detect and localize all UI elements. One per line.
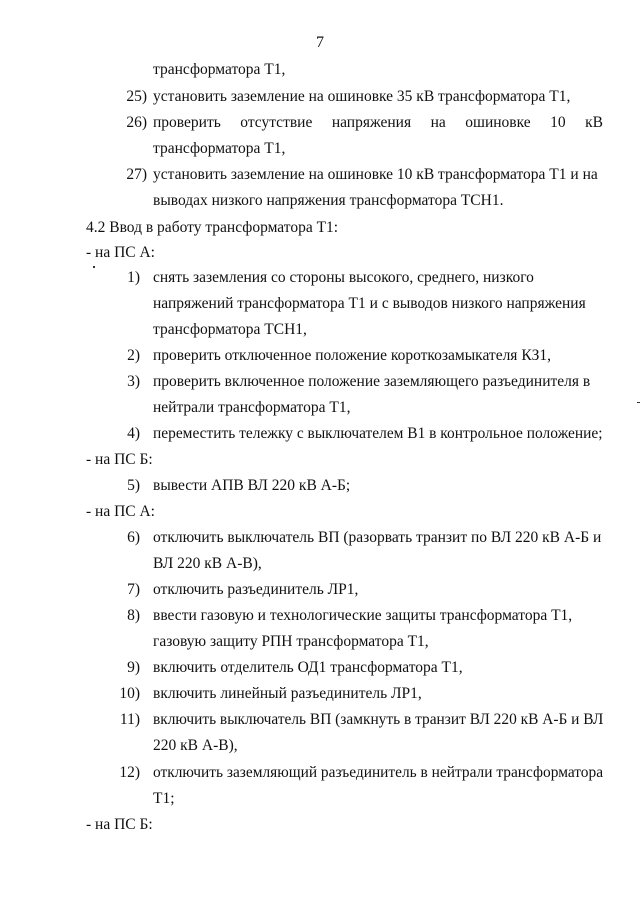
item-number: 25) — [126, 88, 147, 105]
item-text: трансформатора ТСН1, — [153, 321, 307, 338]
item-text: нейтрали трансформатора Т1, — [153, 399, 351, 416]
item-text: проверить отключенное положение короткозамыкателя КЗ1, — [153, 347, 552, 364]
item-text — [153, 113, 603, 133]
item-number: 8) — [127, 607, 140, 624]
item-number: 9) — [127, 659, 140, 676]
item-number: 26) — [126, 114, 147, 131]
item-text: ВЛ 220 кВ А-В), — [153, 555, 262, 572]
item-text: отключить выключатель ВП (разорвать транзит по ВЛ 220 кВ А-Б и — [153, 529, 602, 546]
text-line: трансформатора Т1, — [153, 61, 286, 78]
item-number: 1) — [127, 269, 140, 286]
page-number: 7 — [316, 34, 324, 51]
item-text: вывести АПВ ВЛ 220 кВ А-Б; — [153, 477, 351, 494]
item-number: 10) — [119, 685, 140, 702]
item-text: проверить включенное положение заземляющего разъединителя в — [153, 373, 591, 390]
item-text: установить заземление на ошиновке 10 кВ трансформатора Т1 и на — [153, 166, 598, 183]
item-text: газовую защиту РПН трансформатора Т1, — [153, 633, 429, 650]
substation-label: - на ПС Б: — [86, 451, 153, 468]
item-text: включить выключатель ВП (замкнуть в транзит ВЛ 220 кВ А-Б и ВЛ — [153, 711, 604, 728]
item-number: 12) — [119, 764, 140, 781]
stray-mark — [93, 266, 95, 268]
item-text: напряжений трансформатора Т1 и с выводов низкого напряжения — [153, 295, 586, 312]
item-text: снять заземления со стороны высокого, среднего, низкого — [153, 269, 534, 286]
substation-label: - на ПС Б: — [86, 816, 153, 833]
substation-label: - на ПС А: — [86, 244, 155, 261]
item-text: 220 кВ А-В), — [153, 737, 238, 754]
item-text: отключить разъединитель ЛР1, — [153, 581, 359, 598]
item-number: 6) — [127, 529, 140, 546]
item-text: отключить заземляющий разъединитель в нейтрали трансформатора — [153, 764, 604, 781]
section-heading: 4.2 Ввод в работу трансформатора Т1: — [86, 219, 339, 236]
item-number: 4) — [127, 425, 140, 442]
item-number: 7) — [127, 581, 140, 598]
item-text: выводах низкого напряжения трансформатора ТСН1. — [153, 192, 504, 209]
item-number: 11) — [119, 711, 140, 728]
item-number: 5) — [127, 477, 140, 494]
justified-line-text: проверить отсутствие напряжения на ошиновке 10 кВ — [153, 114, 603, 131]
item-text: включить линейный разъединитель ЛР1, — [153, 685, 422, 702]
item-text: установить заземление на ошиновке 35 кВ трансформатора Т1, — [153, 88, 571, 105]
item-number: 2) — [127, 347, 140, 364]
item-text: включить отделитель ОД1 трансформатора Т1, — [153, 659, 463, 676]
item-text: трансформатора Т1, — [153, 140, 286, 157]
item-text: переместить тележку с выключателем В1 в контрольное положение; — [153, 425, 603, 442]
item-number: 3) — [127, 373, 140, 390]
item-text: Т1; — [153, 790, 175, 807]
item-text: ввести газовую и технологические защиты трансформатора Т1, — [153, 607, 573, 624]
item-number: 27) — [126, 166, 147, 183]
substation-label: - на ПС А: — [86, 503, 155, 520]
